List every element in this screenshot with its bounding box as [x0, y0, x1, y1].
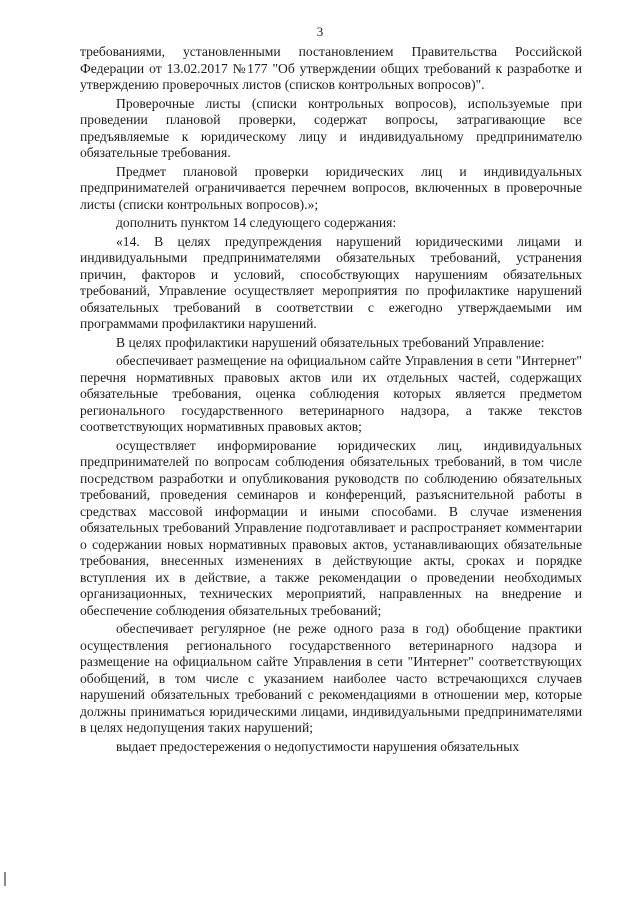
paragraph-8: осуществляет информирование юридических лиц, индивидуальных предпринимателей по вопросам соблюдения обязательных требований, в том числе посредством разработки и опубликования руководств по соблюдению обязательных требований, проведения семинаров и конференций, разъяснительной работы в средствах массовой информации и иными способами. В случае изменения обязательных требований Управление подготавливает и распространяет комментарии о содержании новых нормативных правовых актов, устанавливающих обязательные требования, внесенных изменениях в действующие акты, сроках и порядке вступления их в действие, а также рекомендации о проведении необходимых организационных, технических мероприятий, направленных на внедрение и обеспечение соблюдения обязательных требований; — [80, 437, 582, 618]
paragraph-6: В целях профилактики нарушений обязательных требований Управление: — [116, 334, 545, 350]
document-body — [80, 44, 582, 757]
paragraph-10: выдает предостережения о недопустимости нарушения обязательных — [116, 738, 520, 754]
paragraph-5: «14. В целях предупреждения нарушений юридическими лицами и индивидуальными предпринимателями обязательных требований, устранения причин, факторов и условий, способствующих нарушениям обязательных требований, Управление осуществляет мероприятия по профилактике нарушений обязательных требований в соответствии с ежегодно утверждаемыми им программами профилактики нарушений. — [80, 233, 582, 331]
paragraph-4: дополнить пунктом 14 следующего содержания: — [116, 215, 397, 230]
paragraph-3: Предмет плановой проверки юридических лиц и индивидуальных предпринимателей ограничивается перечнем вопросов, включенных в проверочные листы (списки контрольных вопросов).»; — [80, 163, 582, 212]
scan-edge-mark — [4, 872, 6, 886]
paragraph-2: Проверочные листы (списки контрольных вопросов), используемые при проведении плановой проверки, содержат вопросы, затрагивающие все предъявляемые к юридическому лицу и индивидуальному предпринимателю обязательные требования. — [80, 95, 582, 160]
page-number: 3 — [316, 24, 324, 39]
paragraph-7: обеспечивает размещение на официальном сайте Управления в сети "Интернет" перечня нормативных правовых актов или их отдельных частей, содержащих обязательные требования, оценка соблюдения которых является предметом регионального государственного ветеринарного надзора, а также текстов соответствующих нормативных правовых актов; — [80, 353, 582, 434]
paragraph-1: требованиями, установленными постановлением Правительства Российской Федерации от 13.02.2017 №177 "Об утверждении общих требований к разработке и утверждению проверочных листов (списков контрольных вопросов)". — [80, 44, 582, 92]
paragraph-9: обеспечивает регулярное (не реже одного раза в год) обобщение практики осуществления регионального государственного ветеринарного надзора и размещение на официальном сайте Управления в сети "Интернет" соответствующих обобщений, в том числе с указанием наиболее часто встречающихся случаев нарушений обязательных требований с рекомендациями в отношении мер, которые должны приниматься юридическими лицами, индивидуальными предпринимателями в целях недопущения таких нарушений; — [80, 621, 582, 735]
